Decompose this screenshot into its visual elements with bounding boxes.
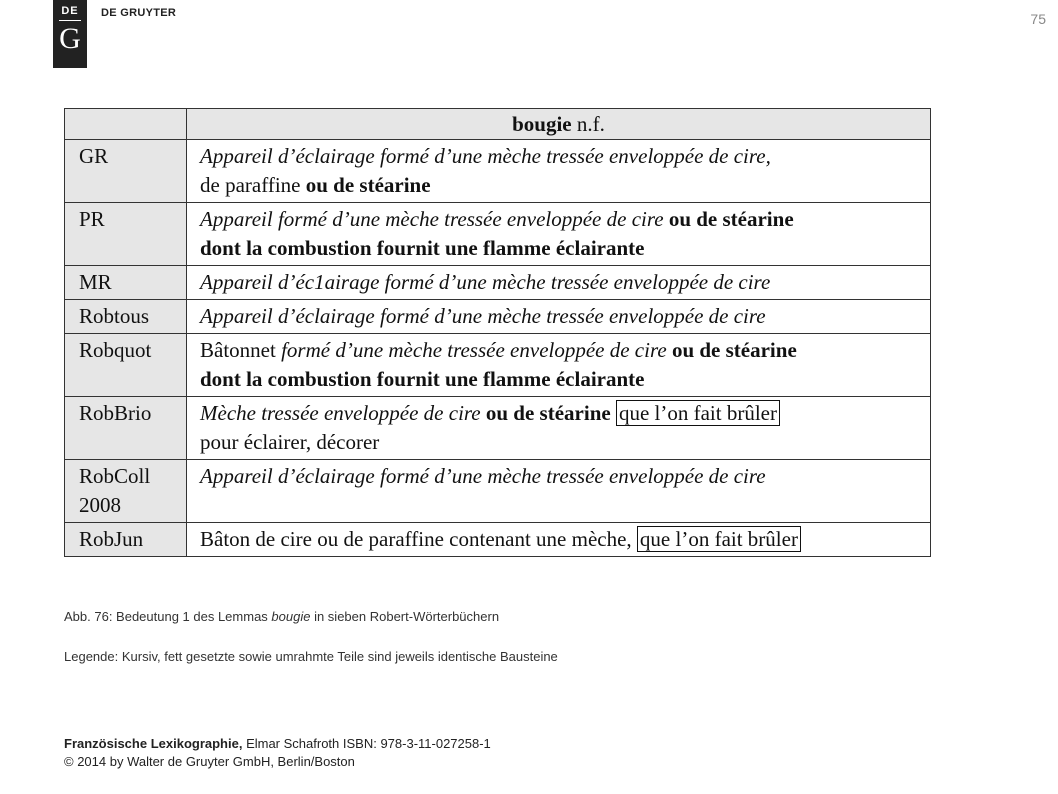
definition-italic-segment: Appareil d’éc1airage formé d’une mèche tressée enveloppée de cire [200, 270, 771, 294]
dictionary-comparison-table [64, 108, 931, 557]
definition-bold-segment: ou de stéarine [305, 173, 431, 197]
definition-bold-segment: dont la combustion fournit une flamme éclairante [200, 367, 645, 391]
dictionary-name-cell: PR [65, 203, 187, 266]
definition-cell [187, 397, 931, 460]
definition-cell [187, 266, 931, 300]
definition-plain-segment: de paraffine [200, 173, 306, 197]
footer-book-title: Französische Lexikographie, [64, 736, 243, 751]
logo-divider [59, 20, 81, 21]
publisher-logo [53, 0, 87, 68]
definition-plain-segment: pour éclairer, décorer [200, 430, 380, 454]
caption-prefix: Abb. 76: Bedeutung 1 des Lemmas [64, 609, 272, 624]
definition-cell [187, 460, 931, 523]
definition-bold-segment: ou de stéarine [663, 207, 794, 231]
definition-bold-segment: dont la combustion fournit une flamme éclairante [200, 236, 645, 260]
definition-cell [187, 334, 931, 397]
footer-copyright: © 2014 by Walter de Gruyter GmbH, Berlin/Boston [64, 754, 355, 769]
definition-cell [187, 523, 931, 557]
table-row [65, 266, 931, 300]
dictionary-name-cell: RobBrio [65, 397, 187, 460]
table-row [65, 300, 931, 334]
table-header-empty-cell [65, 109, 187, 140]
figure-caption [64, 609, 499, 624]
part-of-speech: n.f. [576, 112, 605, 136]
caption-lemma: bougie [271, 609, 311, 624]
definition-italic-segment: Appareil d’éclairage formé d’une mèche tressée enveloppée de cire [200, 464, 766, 488]
publisher-name: DE GRUYTER [101, 7, 177, 19]
dictionary-name-cell: RobColl 2008 [65, 460, 187, 523]
definition-italic-segment: Appareil d’éclairage formé d’une mèche tressée enveloppée de cire [200, 304, 766, 328]
definition-italic-segment: Appareil d’éclairage formé d’une mèche tressée enveloppée de cire, [200, 144, 771, 168]
definition-cell [187, 140, 931, 203]
definition-italic-segment: formé d’une mèche tressée enveloppée de cire [281, 338, 667, 362]
dictionary-name-cell: Robtous [65, 300, 187, 334]
footer-citation [64, 736, 491, 751]
table-body [65, 140, 931, 557]
logo-de-text: DE [61, 5, 79, 17]
logo-g-letter: G [59, 22, 81, 55]
table-header-headword [187, 109, 931, 140]
definition-plain-segment: Bâton de cire ou de paraffine contenant une mèche, [200, 527, 637, 551]
dictionary-name-cell: GR [65, 140, 187, 203]
table-header-row [65, 109, 931, 140]
definition-plain-segment: Bâtonnet [200, 338, 282, 362]
table-row [65, 460, 931, 523]
dictionary-name-cell: Robquot [65, 334, 187, 397]
figure-legend: Legende: Kursiv, fett gesetzte sowie umrahmte Teile sind jeweils identische Bausteine [64, 649, 558, 664]
table-row [65, 334, 931, 397]
table-row [65, 523, 931, 557]
caption-suffix: in sieben Robert-Wörterbüchern [310, 609, 500, 624]
definition-bold-segment: ou de stéarine [480, 401, 611, 425]
definition-cell [187, 203, 931, 266]
headword: bougie [512, 112, 572, 136]
dictionary-name-cell: RobJun [65, 523, 187, 557]
table-row [65, 203, 931, 266]
page-number: 75 [1030, 11, 1046, 27]
footer-book-info: Elmar Schafroth ISBN: 978-3-11-027258-1 [242, 736, 491, 751]
table-row [65, 397, 931, 460]
definition-italic-segment: Appareil formé d’une mèche tressée enveloppée de cire [200, 207, 664, 231]
dictionary-name-cell: MR [65, 266, 187, 300]
definition-boxed-segment: que l’on fait brûler [637, 526, 801, 552]
table-row [65, 140, 931, 203]
definition-cell [187, 300, 931, 334]
definition-italic-segment: Mèche tressée enveloppée de cire [200, 401, 481, 425]
definition-boxed-segment: que l’on fait brûler [616, 400, 780, 426]
definition-bold-segment: ou de stéarine [666, 338, 797, 362]
